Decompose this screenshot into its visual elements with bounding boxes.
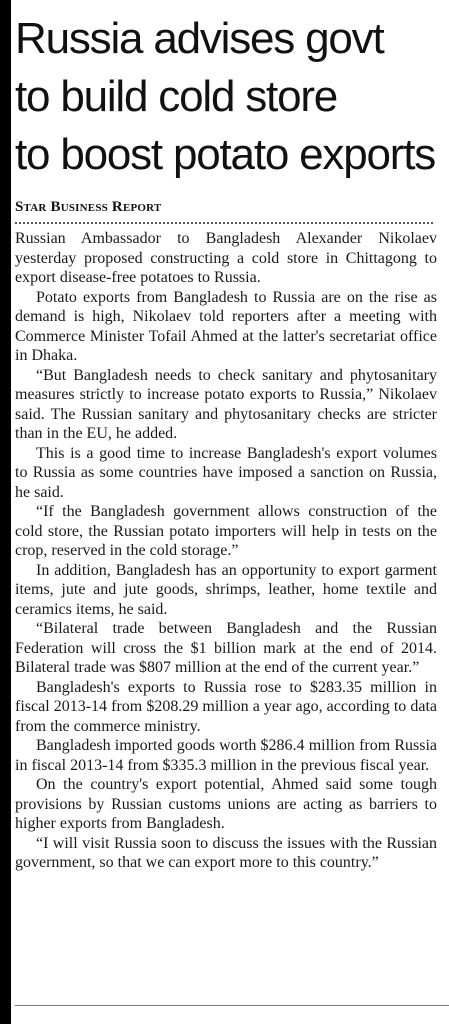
paragraph-5: “If the Bangladesh government allows construction of the cold store, the Russian potato importers will help in tests on the crop, reserved in the cold storage.” [15, 503, 437, 559]
bottom-rule [15, 1005, 449, 1006]
headline-line-3: to boost potato exports [15, 130, 436, 179]
paragraph-11: “I will visit Russia soon to discuss the issues with the Russian government, so that we can export more to this country.” [15, 834, 437, 871]
byline: Star Business Report [15, 199, 162, 215]
paragraph-2: Potato exports from Bangladesh to Russia are on the rise as demand is high, Nikolaev told reporters after a meeting with Commerce Minister Tofail Ahmed at the latter's secretariat office in Dhaka. [15, 288, 437, 364]
headline-line-1: Russia advises govt [15, 14, 384, 63]
paragraph-7: “Bilateral trade between Bangladesh and the Russian Federation will cross the $1 billion mark at the end of 2014. Bilateral trade was $807 million at the end of the current year.” [15, 620, 437, 676]
paragraph-3: “But Bangladesh needs to check sanitary and phytosanitary measures strictly to increase potato exports to Russia,” Nikolaev said. The Russian sanitary and phytosanitary checks are stricter than in the EU, he added. [15, 366, 437, 442]
paragraph-9: Bangladesh imported goods worth $286.4 million from Russia in fiscal 2013-14 from $335.3 million in the previous fiscal year. [15, 737, 437, 774]
paragraph-10: On the country's export potential, Ahmed said some tough provisions by Russian customs unions are acting as barriers to higher exports from Bangladesh. [15, 776, 437, 832]
scan-left-edge [0, 0, 11, 1024]
article-body [15, 229, 437, 873]
news-article [15, 10, 437, 873]
paragraph-8: Bangladesh's exports to Russia rose to $283.35 million in fiscal 2013-14 from $208.29 million a year ago, according to data from the commerce ministry. [15, 678, 437, 735]
paragraph-1: Russian Ambassador to Bangladesh Alexander Nikolaev yesterday proposed constructing a cold store in Chittagong to export disease-free potatoes to Russia. [15, 230, 437, 286]
dotted-divider [15, 222, 433, 224]
paragraph-6: In addition, Bangladesh has an opportunity to export garment items, jute and jute goods, shrimps, leather, home textile and ceramics items, he said. [15, 561, 437, 618]
headline [15, 10, 437, 184]
paragraph-4: This is a good time to increase Bangladesh's export volumes to Russia as some countries have imposed a sanction on Russia, he said. [15, 444, 437, 501]
headline-line-2: to build cold store [15, 72, 338, 121]
